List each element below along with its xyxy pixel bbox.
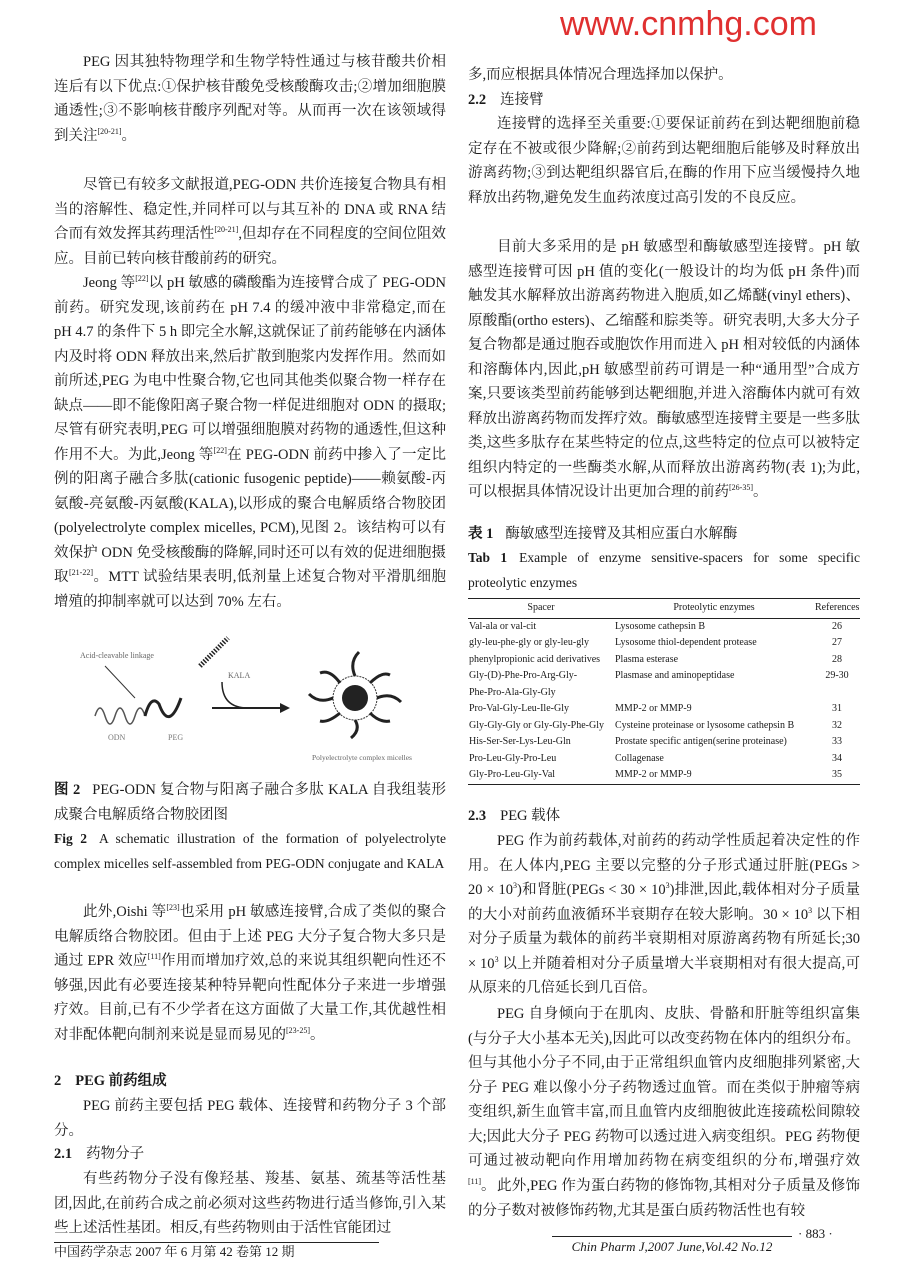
citation-superscript: [11] xyxy=(468,1176,482,1186)
table-caption-en-text: Example of enzyme sensitive-spacers for some specific proteolytic enzymes xyxy=(468,550,860,590)
table-caption-cn xyxy=(468,522,860,547)
table-caption-en xyxy=(468,546,860,595)
section-2-heading xyxy=(54,1069,446,1094)
section-2-1-heading xyxy=(54,1142,446,1167)
citation-superscript: [26-35] xyxy=(729,483,753,492)
cell-reference: 33 xyxy=(832,736,842,747)
figure-caption-en-text: A schematic illustration of the formation of polyelectrolyte complex micelles self-assembled from PEG-ODN conjugate and KALA xyxy=(54,831,446,871)
text-segment: 尽管已有较多文献报道,PEG-ODN 共价连接复合物具有相当的溶解性、稳定性,并同样可以与其互补的 DNA 或 RNA 结合而有效发挥其药理活性 xyxy=(54,177,446,242)
citation-superscript: 3 xyxy=(513,881,518,890)
peg-chain xyxy=(145,698,181,717)
text-segment: 。 xyxy=(753,484,768,500)
citation-superscript: 3 xyxy=(808,905,813,915)
text-segment: Jeong 等 xyxy=(83,275,136,291)
text-segment: 。MTT 试验结果表明,低剂量上述复合物对平滑肌细胞增殖的抑制率就可以达到 70% 左右。 xyxy=(54,569,447,610)
column-header-enzymes: Proteolytic enzymes xyxy=(614,599,814,619)
table-header-row xyxy=(468,599,860,619)
text-segment: ,但却存在不同程度的空间位阻效应。目前已转向核苷酸前药的研究。 xyxy=(54,226,447,267)
table-row xyxy=(468,618,860,635)
paragraph-peg-odn-conjugate xyxy=(54,173,446,271)
cell-spacer: Pro-Leu-Gly-Pro-Leu xyxy=(469,752,557,764)
cell-spacer: gly-leu-phe-gly or gly-leu-gly xyxy=(469,637,589,648)
text-segment: 多,而应根据具体情况合理选择加以保护。 xyxy=(468,67,733,83)
footer-journal-en: Chin Pharm J,2007 June,Vol.42 No.12 xyxy=(552,1236,792,1255)
section-title: PEG 载体 xyxy=(500,808,561,824)
paragraph-peg-distribution xyxy=(468,1002,860,1198)
paragraph-protein-modification xyxy=(468,1174,860,1223)
text-segment: PEG 自身倾向于在肌肉、皮肤、骨骼和肝脏等组织富集(与分子大小基本无关),因此可以改变药物在体内的组织分布。但与其他小分子不同,由于正常组织血管内皮细胞排列紧密,大分子 PEG 难以像小分子药物透过血管。而在类似于肿瘤等病变组织,新生血管丰富,而且血管内皮细胞彼此连接疏松间隙较大;因此大分子 PEG 药物可以透过进入病变组织。PEG 药物便可通过被动靶向作用增加药物在病变组织的分布,增强疗效 xyxy=(468,1006,860,1169)
text-segment: PEG 前药主要包括 PEG 载体、连接臂和药物分子 3 个部分。 xyxy=(54,1098,446,1139)
odn-strand xyxy=(95,708,145,724)
cell-enzyme: Prostate specific antigen(serine proteinase) xyxy=(615,736,787,747)
cell-reference: 31 xyxy=(832,703,842,714)
figure-2-schematic xyxy=(60,636,440,766)
citation-superscript: 3 xyxy=(665,881,670,890)
citation-superscript: [21-22] xyxy=(68,568,93,577)
table-row xyxy=(468,767,860,784)
text-segment: 以下相对分子质量为载体的前药半衰期相对原游离药物有所延长;30 × 10 xyxy=(468,906,860,972)
cell-spacer: Pro-Val-Gly-Leu-Ile-Gly xyxy=(469,703,569,714)
section-number: 2.3 xyxy=(468,808,487,824)
citation-superscript: 3 xyxy=(494,954,499,964)
reaction-arrowhead xyxy=(280,703,290,713)
section-title: 连接臂 xyxy=(500,92,544,108)
figure-caption-cn-label: 图 2 xyxy=(54,782,81,798)
paragraph-peg-carrier xyxy=(468,829,860,1001)
paragraph-protection-continued xyxy=(468,63,860,88)
table-row xyxy=(468,751,860,768)
text-segment: PEG 因其独特物理学和生物学特性通过与核苷酸共价相连后有以下优点:①保护核苷酸免受核酸酶攻击;②增加细胞膜通透性;③不影响核苷酸序列配对等。从而再一次在该领域得到关注 xyxy=(54,54,446,144)
text-segment: 也采用 pH 敏感连接臂,合成了类似的聚合电解质络合物胶团。但由于上述 PEG 大分子复合物大多只是通过 EPR 效应 xyxy=(54,904,446,969)
text-segment: 以 pH 敏感的磷酸酯为连接臂合成了 PEG-ODN 前药。研究发现,该前药在 pH 7.4 的缓冲液中非常稳定,而在 pH 4.7 的条件下 5 h 即完全水解,这就保证了前药能够在内涵体内及时将 ODN 释放出来,然后扩散到胞浆内发挥作用。然而如前所述,PEG 为电中性聚合物,它也同其他类似聚合物一样存在缺点——即不能像阳离子聚合物一样促进细胞对 ODN 的摄取;尽管有研究表明,PEG 可以增强细胞膜对药物的通透性,但这种作用不大。为此,Jeong 等 xyxy=(54,275,446,463)
text-segment: PEG 作为前药载体,对前药的药动学性质起着决定性的作用。在人体内,PEG 主要以完整的分子形式通过肝脏(PEGs > 20 × 10 xyxy=(468,833,860,898)
table-row xyxy=(468,718,860,735)
citation-superscript: [11] xyxy=(147,952,161,961)
section-title: PEG 前药组成 xyxy=(75,1073,167,1089)
text-segment: )和肾脏(PEGs < 30 × 10 xyxy=(517,882,666,898)
text-segment: 。 xyxy=(310,1026,325,1043)
page-number: · 883 · xyxy=(798,1226,833,1241)
cell-reference: 27 xyxy=(832,637,842,648)
section-number: 2 xyxy=(54,1073,62,1089)
figure-caption-cn xyxy=(54,778,446,827)
paragraph-drug-molecules xyxy=(54,1167,446,1241)
section-number: 2.1 xyxy=(54,1146,73,1162)
column-header-spacer: Spacer xyxy=(468,599,614,619)
cell-enzyme: Lysosome thiol-dependent protease xyxy=(615,637,757,648)
figure-caption-en-label: Fig 2 xyxy=(54,831,87,846)
cell-enzyme: MMP-2 or MMP-9 xyxy=(615,769,692,780)
paragraph-jeong-prodrug xyxy=(54,271,446,614)
table-caption-cn-text: 酶敏感型连接臂及其相应蛋白水解酶 xyxy=(505,526,738,542)
citation-superscript: [22] xyxy=(213,445,227,455)
table-caption-en-label: Tab 1 xyxy=(468,550,508,565)
text-segment: )排泄,因此,载体相对分子质量的大小对前药血液循环半衰期存在较大影响。30 × 10 xyxy=(468,882,860,923)
paragraph-oishi xyxy=(54,900,446,1047)
cell-enzyme: Collagenase xyxy=(615,752,664,764)
citation-superscript: [22] xyxy=(135,274,149,283)
text-segment: 。 xyxy=(481,1177,496,1194)
kala-join-line xyxy=(222,682,248,708)
paragraph-peg-advantages xyxy=(54,50,446,148)
paragraph-prodrug-components xyxy=(54,1094,446,1143)
label-peg: PEG xyxy=(168,733,184,742)
linkage-arrow xyxy=(105,666,135,698)
cell-spacer: His-Ser-Ser-Lys-Leu-Gln xyxy=(469,736,571,747)
micelle-formation-diagram xyxy=(60,636,440,766)
cell-enzyme: Plasmase and aminopeptidase xyxy=(615,670,735,681)
enzyme-spacer-table xyxy=(468,598,860,785)
cell-reference: 28 xyxy=(832,653,842,665)
label-odn: ODN xyxy=(108,733,126,742)
text-segment: 以上并随着相对分子质量增大半衰期相对有很大提高,可从原来的几倍延长到几百倍。 xyxy=(468,955,861,996)
text-segment: 此外,Oishi 等 xyxy=(83,904,167,920)
table-row xyxy=(468,685,860,702)
cell-enzyme xyxy=(614,685,814,702)
label-kala: KALA xyxy=(228,671,251,680)
label-micelles: Polyelectrolyte complex micelles xyxy=(312,753,412,762)
text-segment: 此外,PEG 作为蛋白药物的修饰物,其相对分子质量及修饰的分子数对被修饰药物,尤其是蛋白质药物活性也有较 xyxy=(468,1178,860,1219)
table-row xyxy=(468,701,860,718)
paragraph-linker-requirements xyxy=(468,112,860,210)
citation-superscript: [23-25] xyxy=(286,1025,310,1035)
cell-spacer: Phe-Pro-Ala-Gly-Gly xyxy=(469,686,556,698)
cell-enzyme: Cysteine proteinase or lysosome cathepsin B xyxy=(615,719,795,731)
cell-reference: 32 xyxy=(832,719,842,731)
watermark: www.cnmhg.com xyxy=(560,5,817,43)
figure-caption-cn-text: PEG-ODN 复合物与阳离子融合多肽 KALA 自我组装形成聚合电解质络合物胶团图 xyxy=(54,782,447,823)
text-segment: 目前大多采用的是 pH 敏感型和酶敏感型连接臂。pH 敏感型连接臂可因 pH 值的变化(一般设计的均为低 pH 条件)而触发其水解释放出游离药物进入胞质,如乙烯醚(vinyl ethers)、原酸酯(ortho esters)、乙缩醛和腙类等。研究表明,大多大分子复合物都是通过胞吞或胞饮作用而进入 pH 相对较低的内涵体和溶酶体内,因此,pH 敏感型前药可谓是一种“通用型”合成方案,只要该类型前药能够到达靶细胞,并进入溶酶体内就可有效释放出游离药物而发挥疗效。酶敏感型连接臂主要是一些多肽类,这些多肽存在某些特定的位点,这些特定的位点可以被特定组织内特定的一些酶类水解,从而释放出游离药物(表 1);为此,可以根据具体情况设计出更加合理的前药 xyxy=(468,239,860,500)
cell-spacer: Gly-Gly-Gly or Gly-Gly-Phe-Gly xyxy=(469,719,604,731)
cell-enzyme: Plasma esterase xyxy=(615,653,679,665)
table-row xyxy=(468,734,860,751)
section-number: 2.2 xyxy=(468,92,487,108)
cell-reference: 26 xyxy=(832,620,842,632)
cell-enzyme: Lysosome cathepsin B xyxy=(615,620,705,632)
cell-spacer: Gly-(D)-Phe-Pro-Arg-Gly- xyxy=(469,670,578,681)
paragraph-ph-enzyme-linkers xyxy=(468,235,860,505)
cell-reference xyxy=(814,685,860,702)
column-header-references: References xyxy=(814,599,860,619)
text-segment: 作用而增加疗效,总的来说其组织靶向性还不够强,因此有必要连接某种特异靶向性配体分子来进一步增强疗效。目前,已有不少学者在这方面做了大量工作,其优越性相对非配体靶向制剂来说是显而易见的 xyxy=(54,953,447,1043)
citation-superscript: [20-21] xyxy=(214,225,239,234)
micelle-graphic xyxy=(309,652,401,738)
table-caption-cn-label: 表 1 xyxy=(468,526,494,542)
section-2-3-heading xyxy=(468,804,860,829)
text-segment: 有些药物分子没有像羟基、羧基、氨基、巯基等活性基团,因此,在前药合成之前必须对这些药物进行适当修饰,引入某些上述活性基团。相反,有些药物则由于活性官能团过 xyxy=(54,1171,446,1236)
cell-spacer: phenylpropionic acid derivatives xyxy=(469,653,601,665)
section-title: 药物分子 xyxy=(86,1146,145,1162)
text-segment: 在 PEG-ODN 前药中掺入了一定比例的阳离子融合多肽(cationic fusogenic peptide)——赖氨酸-丙氨酸-亮氨酸-丙氨酸(KALA),以形成的聚合电解质络合物胶团(polyelectrolyte complex micelles, PCM),见图 2。该结构可以有效保护 ODN 免受核酸酶的降解,同时还可以有效的促进细胞摄取 xyxy=(54,446,447,585)
cell-reference: 34 xyxy=(832,752,842,764)
figure-caption-en xyxy=(54,827,446,876)
section-2-2-heading xyxy=(468,88,860,113)
table-row xyxy=(468,652,860,669)
cell-enzyme: MMP-2 or MMP-9 xyxy=(615,703,692,714)
kala-helix xyxy=(200,638,228,666)
citation-superscript: [23] xyxy=(166,903,180,912)
cell-reference: 35 xyxy=(832,769,842,780)
citation-superscript: [20-21] xyxy=(97,126,122,136)
cell-spacer: Val-ala or val-cit xyxy=(469,620,537,632)
table-row xyxy=(468,635,860,652)
cell-reference: 29-30 xyxy=(825,670,849,681)
text-segment: 连接臂的选择至关重要:①要保证前药在到达靶细胞前稳定存在不被或很少降解;②前药到达靶细胞后能够及时释放出游离药物;③到达靶组织器官后,在酶的作用下应当缓慢持久地释放出药物,避免发生血药浓度过高引发的不良反应。 xyxy=(468,116,860,206)
table-row xyxy=(468,668,860,685)
cell-spacer: Gly-Pro-Leu-Gly-Val xyxy=(469,769,556,780)
footer-journal-cn: 中国药学杂志 2007 年 6 月第 42 卷第 12 期 xyxy=(54,1242,379,1260)
label-acid-cleavable-linkage: Acid-cleavable linkage xyxy=(80,651,154,660)
text-segment: 。 xyxy=(121,127,136,144)
